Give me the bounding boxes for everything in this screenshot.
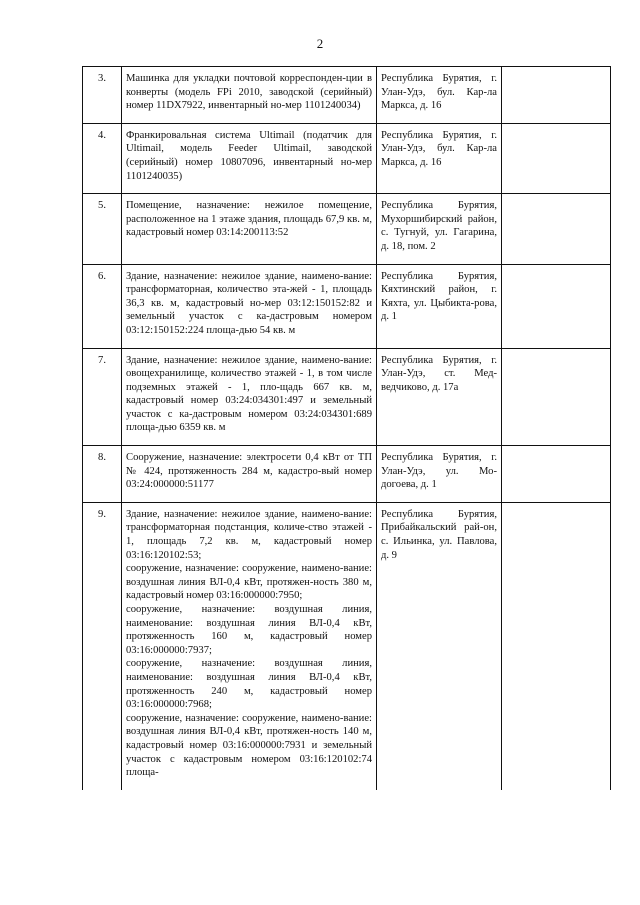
empty-cell <box>502 348 611 446</box>
property-description-paragraph: Сооружение, назначение: электросети 0,4 кВт от ТП № 424, протяженность 284 м, кадастро-вый номер 03:24:000000:51177 <box>126 452 372 491</box>
property-description-paragraph: сооружение, назначение: сооружение, наимено-вание: воздушная линия ВЛ-0,4 кВт, протяжен-ность 140 м, кадастровый номер 03:16:000000:7931 и земельный участок с кадастровым номером 03:16:120102:74 площа- <box>126 712 372 779</box>
table-row <box>83 67 611 124</box>
property-table <box>82 66 611 790</box>
empty-cell <box>502 446 611 503</box>
property-table-body <box>83 67 611 790</box>
property-description-paragraph: Здание, назначение: нежилое здание, наимено-вание: трансформаторная подстанция, количе-ство этажей - 1, площадь 7,2 кв. м, кадастровый номер 03:16:120102:53; <box>126 508 372 561</box>
property-description-paragraph: Помещение, назначение: нежилое помещение, расположенное на 1 этаже здания, площадь 67,9 кв. м, кадастровый номер 03:14:200113:52 <box>126 200 372 239</box>
empty-cell <box>502 194 611 264</box>
empty-cell <box>502 264 611 348</box>
table-row <box>83 194 611 264</box>
table-row <box>83 348 611 446</box>
table-row <box>83 446 611 503</box>
property-description-cell <box>122 348 377 446</box>
property-address-cell: Республика Бурятия, Кяхтинский район, г. Кяхта, ул. Цыбикта-рова, д. 1 <box>377 264 502 348</box>
property-address-cell: Республика Бурятия, г. Улан-Удэ, ст. Мед-ведчиково, д. 17а <box>377 348 502 446</box>
page-number: 2 <box>316 36 324 51</box>
empty-cell <box>502 502 611 789</box>
property-description-cell <box>122 123 377 193</box>
property-address-cell: Республика Бурятия, г. Улан-Удэ, ул. Мо-догоева, д. 1 <box>377 446 502 503</box>
property-description-paragraph: сооружение, назначение: воздушная линия, наименование: воздушная линия ВЛ-0,4 кВт, протяженность 160 м, кадастровый номер 03:16:000000:7937; <box>126 604 372 656</box>
property-description-cell <box>122 264 377 348</box>
row-number-cell: 7. <box>83 348 122 446</box>
table-row <box>83 502 611 789</box>
row-number-cell: 4. <box>83 123 122 193</box>
empty-cell <box>502 67 611 124</box>
property-description-paragraph: Франкировальная система Ultimail (податчик для Ultimail, модель Feeder Ultimail, заводской (серийный) номер 10807096, инвентарный но-мер 1101240035) <box>126 129 372 182</box>
property-description-paragraph: сооружение, назначение: сооружение, наимено-вание: воздушная линия ВЛ-0,4 кВт, протяжен-ность 380 м, кадастровый номер 03:16:000000:7950; <box>126 563 372 602</box>
row-number-cell: 6. <box>83 264 122 348</box>
property-description-cell <box>122 446 377 503</box>
property-description-cell <box>122 502 377 789</box>
property-address-cell: Республика Бурятия, г. Улан-Удэ, бул. Кар-ла Маркса, д. 16 <box>377 123 502 193</box>
property-address-cell: Республика Бурятия, Прибайкальский рай-он, с. Ильинка, ул. Павлова, д. 9 <box>377 502 502 789</box>
table-row <box>83 264 611 348</box>
row-number-cell: 9. <box>83 502 122 789</box>
property-description-cell <box>122 194 377 264</box>
property-description-cell <box>122 67 377 124</box>
property-description-paragraph: Здание, назначение: нежилое здание, наимено-вание: овощехранилище, количество этажей - 1, в том числе подземных этажей - 1, пло-щадь 667 кв. м, кадастровый номер 03:24:034301:497 и земельный участок с ка-дастровым номером 03:24:034301:689 площа-дью 6359 кв. м <box>126 354 372 434</box>
property-description-paragraph: Здание, назначение: нежилое здание, наимено-вание: трансформаторная, количество эта-жей - 1, площадь 36,3 кв. м, кадастровый но-мер 03:12:150152:82 и земельный участок с ка-дастровым номером 03:12:150152:224 площа-дью 54 кв. м <box>126 270 372 336</box>
row-number-cell: 8. <box>83 446 122 503</box>
row-number-cell: 3. <box>83 67 122 124</box>
property-address-cell: Республика Бурятия, Мухоршибирский район, с. Тугнуй, ул. Гагарина, д. 18, пом. 2 <box>377 194 502 264</box>
table-row <box>83 123 611 193</box>
property-description-paragraph: сооружение, назначение: воздушная линия, наименование: воздушная линия ВЛ-0,4 кВт, протяженность 240 м, кадастровый номер 03:16:000000:7968; <box>126 658 372 711</box>
row-number-cell: 5. <box>83 194 122 264</box>
empty-cell <box>502 123 611 193</box>
property-address-cell: Республика Бурятия, г. Улан-Удэ, бул. Кар-ла Маркса, д. 16 <box>377 67 502 124</box>
property-description-paragraph: Машинка для укладки почтовой корреспонден-ции в конверты (модель FPi 2010, заводской (серийный) номер 11DX7922, инвентарный но-мер 1101240034) <box>126 73 372 112</box>
